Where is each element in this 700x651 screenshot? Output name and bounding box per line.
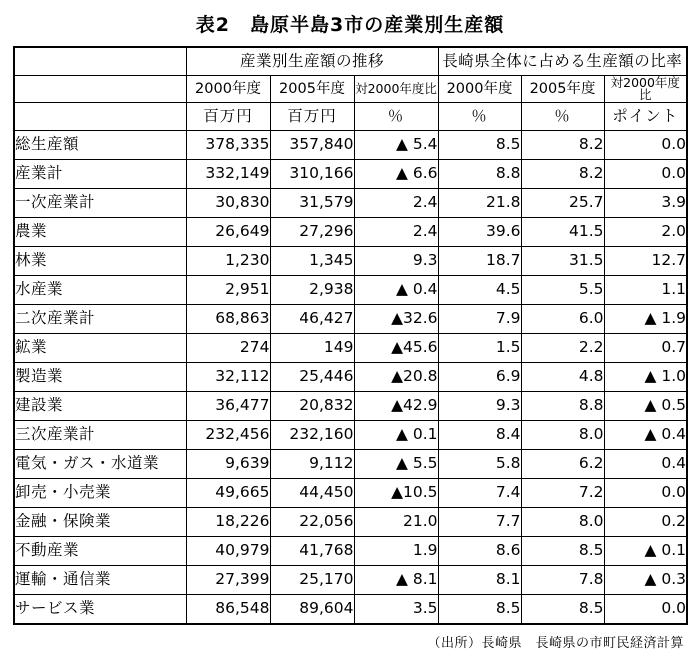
header-unit-percent-2000: ％ [438,103,521,131]
row-value: 40,979 [186,537,270,566]
table-row [14,218,687,247]
row-value: ▲ 5.4 [354,131,438,160]
row-value: 36,477 [186,392,270,421]
row-value: 8.5 [438,131,521,160]
row-value: 0.7 [604,334,687,363]
row-value: 49,665 [186,479,270,508]
row-label: 卸売・小売業 [14,479,186,508]
row-value: 9,639 [186,450,270,479]
table-row [14,566,687,595]
row-label: 金融・保険業 [14,508,186,537]
row-value: 22,056 [270,508,354,537]
row-value: ▲ 0.3 [604,566,687,595]
header-group-trend: 産業別生産額の推移 [186,47,438,76]
row-value: 8.8 [521,392,604,421]
header-year-2000-trend: 2000年度 [186,76,270,103]
row-value: 20,832 [270,392,354,421]
row-value: 9.3 [354,247,438,276]
header-year-2000-share: 2000年度 [438,76,521,103]
row-value: ▲ 0.1 [604,537,687,566]
row-value: 32,112 [186,363,270,392]
header-change-trend: 対2000年度比 [354,76,438,103]
row-value: 30,830 [186,189,270,218]
table-row [14,189,687,218]
row-value: 44,450 [270,479,354,508]
row-label: 電気・ガス・水道業 [14,450,186,479]
row-value: ▲ 0.5 [604,392,687,421]
row-value: 310,166 [270,160,354,189]
row-value: 8.2 [521,160,604,189]
header-corner-blank [14,47,186,76]
row-value: 31,579 [270,189,354,218]
row-value: 8.5 [438,595,521,625]
row-label: 二次産業計 [14,305,186,334]
row-value: 5.5 [521,276,604,305]
row-label: 水産業 [14,276,186,305]
row-label: 産業計 [14,160,186,189]
header-unit-million-yen-2000: 百万円 [186,103,270,131]
row-value: 0.0 [604,160,687,189]
header-year-2005-trend: 2005年度 [270,76,354,103]
row-value: 25.7 [521,189,604,218]
header-group-share: 長崎県全体に占める生産額の比率 [438,47,687,76]
row-label: 製造業 [14,363,186,392]
row-value: 1,345 [270,247,354,276]
row-value: 2.4 [354,218,438,247]
row-label: 三次産業計 [14,421,186,450]
row-value: 8.6 [438,537,521,566]
row-value: 7.8 [521,566,604,595]
row-label: 不動産業 [14,537,186,566]
row-value: 21.8 [438,189,521,218]
row-value: 9,112 [270,450,354,479]
row-value: 27,399 [186,566,270,595]
row-label: 林業 [14,247,186,276]
row-value: 27,296 [270,218,354,247]
row-value: 2,938 [270,276,354,305]
row-value: 2,951 [186,276,270,305]
row-value: 25,446 [270,363,354,392]
row-value: 0.0 [604,479,687,508]
row-value: 149 [270,334,354,363]
table-row [14,479,687,508]
header-blank-years [14,76,186,103]
row-value: ▲10.5 [354,479,438,508]
row-value: 89,604 [270,595,354,625]
row-value: ▲ 5.5 [354,450,438,479]
industry-production-table [13,46,688,625]
row-label: 鉱業 [14,334,186,363]
row-value: 1.1 [604,276,687,305]
table-row [14,537,687,566]
row-value: 18.7 [438,247,521,276]
row-value: 2.4 [354,189,438,218]
table-header [14,47,687,131]
table-row [14,508,687,537]
row-value: 21.0 [354,508,438,537]
row-value: 1.5 [438,334,521,363]
row-value: 4.8 [521,363,604,392]
row-value: 378,335 [186,131,270,160]
row-value: ▲42.9 [354,392,438,421]
row-value: 1.9 [354,537,438,566]
table-row [14,421,687,450]
row-value: 8.4 [438,421,521,450]
source-note: （出所）長崎県 長崎県の市町民経済計算 [427,636,684,651]
row-value: 46,427 [270,305,354,334]
table-row [14,247,687,276]
table-container [0,46,700,625]
row-value: 26,649 [186,218,270,247]
header-row-years [14,76,687,103]
row-value: 9.3 [438,392,521,421]
row-value: ▲ 1.0 [604,363,687,392]
row-label: 運輸・通信業 [14,566,186,595]
row-value: ▲ 6.6 [354,160,438,189]
row-value: 86,548 [186,595,270,625]
row-value: 6.9 [438,363,521,392]
row-value: 1,230 [186,247,270,276]
table-row [14,392,687,421]
row-value: ▲20.8 [354,363,438,392]
row-value: 232,456 [186,421,270,450]
header-unit-million-yen-2005: 百万円 [270,103,354,131]
table-body [14,131,687,625]
row-label: 一次産業計 [14,189,186,218]
table-row [14,450,687,479]
row-value: 7.4 [438,479,521,508]
row-label: サービス業 [14,595,186,625]
row-value: 7.7 [438,508,521,537]
header-year-2005-share: 2005年度 [521,76,604,103]
row-label: 総生産額 [14,131,186,160]
row-value: 6.2 [521,450,604,479]
header-unit-percent-trend: ％ [354,103,438,131]
row-value: 8.2 [521,131,604,160]
row-value: 12.7 [604,247,687,276]
header-unit-percent-2005: ％ [521,103,604,131]
header-change-share: 対2000年度比 [604,76,687,103]
row-value: 8.0 [521,421,604,450]
row-value: 8.0 [521,508,604,537]
row-value: 5.8 [438,450,521,479]
row-value: 8.1 [438,566,521,595]
table-row [14,276,687,305]
row-value: 0.0 [604,131,687,160]
row-value: 2.2 [521,334,604,363]
table-row [14,131,687,160]
row-value: 68,863 [186,305,270,334]
header-row-groups [14,47,687,76]
table-row [14,160,687,189]
row-value: 31.5 [521,247,604,276]
row-value: 25,170 [270,566,354,595]
row-value: ▲32.6 [354,305,438,334]
row-value: ▲ 1.9 [604,305,687,334]
row-value: 2.0 [604,218,687,247]
table-row [14,363,687,392]
page-title: 表2 島原半島3市の産業別生産額 [195,14,505,36]
row-value: 41.5 [521,218,604,247]
row-value: 8.5 [521,595,604,625]
row-value: 6.0 [521,305,604,334]
row-value: 8.8 [438,160,521,189]
row-value: 0.2 [604,508,687,537]
row-value: ▲ 8.1 [354,566,438,595]
table-row [14,305,687,334]
row-value: 357,840 [270,131,354,160]
row-value: 0.4 [604,450,687,479]
row-value: ▲ 0.4 [604,421,687,450]
row-value: 7.9 [438,305,521,334]
row-value: 41,768 [270,537,354,566]
row-value: 274 [186,334,270,363]
row-value: ▲45.6 [354,334,438,363]
row-value: 3.5 [354,595,438,625]
table-row [14,595,687,625]
header-unit-point: ポイント [604,103,687,131]
row-value: ▲ 0.4 [354,276,438,305]
row-value: 232,160 [270,421,354,450]
row-value: 332,149 [186,160,270,189]
row-value: 8.5 [521,537,604,566]
row-value: 3.9 [604,189,687,218]
header-blank-units [14,103,186,131]
row-label: 建設業 [14,392,186,421]
header-row-units [14,103,687,131]
row-value: 7.2 [521,479,604,508]
row-label: 農業 [14,218,186,247]
row-value: 4.5 [438,276,521,305]
row-value: ▲ 0.1 [354,421,438,450]
table-row [14,334,687,363]
row-value: 39.6 [438,218,521,247]
row-value: 0.0 [604,595,687,625]
row-value: 18,226 [186,508,270,537]
